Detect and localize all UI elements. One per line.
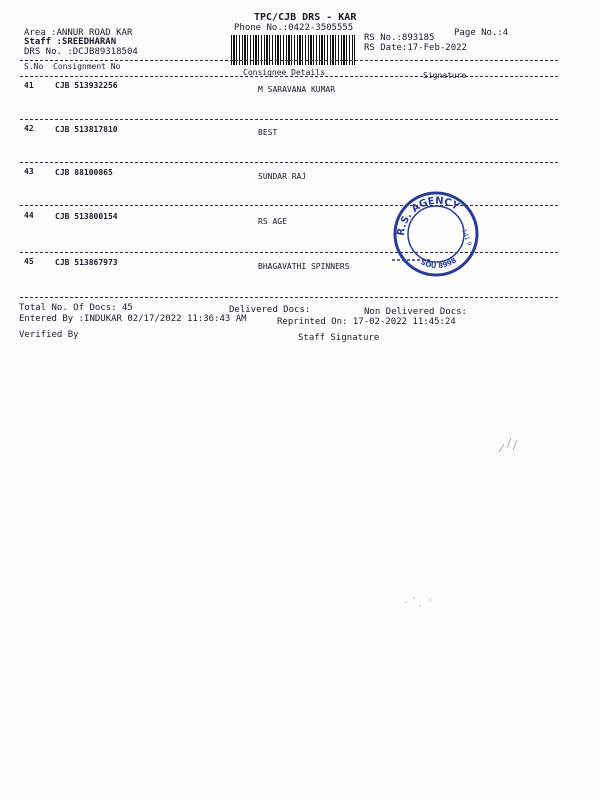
scan-noise-mark (495, 430, 525, 460)
page-number: Page No.:4 (454, 28, 509, 38)
phone-number: Phone No.:0422-3505555 (234, 23, 354, 33)
svg-text:R.S. AGENCY: R.S. AGENCY (395, 195, 461, 237)
row-sno: 43 (24, 167, 34, 176)
entered-by: Entered By :INDUKAR 02/17/2022 11:36:43 AM (19, 314, 247, 324)
row-sno: 45 (24, 257, 34, 266)
verified-by: Verified By (19, 330, 79, 340)
row-divider (20, 162, 558, 163)
non-delivered-docs: Non Delivered Docs: (364, 307, 467, 317)
row-consignee: RS AGE (258, 217, 287, 226)
row-divider (20, 119, 558, 120)
header-rule-bottom (20, 76, 558, 77)
column-header-consignee: Consignee Details (243, 68, 325, 77)
scan-noise-mark (400, 590, 440, 614)
rs-number: RS No.:893185 (364, 33, 435, 43)
row-divider (20, 297, 558, 298)
row-consignee: BEST (258, 128, 278, 137)
svg-text:141 9: 141 9 (460, 228, 473, 247)
delivered-docs: Delivered Docs: (229, 305, 311, 315)
agency-stamp (392, 190, 480, 278)
row-consignee: BHAGAVATHI SPINNERS (258, 262, 350, 271)
row-consignment: CJB 513932256 (55, 81, 118, 90)
row-consignment: CJB 513800154 (55, 212, 118, 221)
row-consignee: SUNDAR RAJ (258, 172, 307, 181)
row-consignee: M SARAVANA KUMAR (258, 85, 336, 94)
reprinted-on: Reprinted On: 17-02-2022 11:45:24 (277, 317, 456, 327)
rs-date: RS Date:17-Feb-2022 (364, 43, 467, 53)
document-title: TPC/CJB DRS - KAR (254, 12, 357, 23)
staff-signature: Staff Signature (298, 333, 380, 343)
row-sno: 42 (24, 124, 34, 133)
drs-number: DRS No. :DCJB89318504 (24, 47, 138, 57)
row-sno: 44 (24, 211, 34, 220)
header-rule-top (20, 60, 558, 61)
row-consignment: CJB 513817810 (55, 125, 118, 134)
column-header-signature: Signature (423, 71, 467, 80)
svg-text:SOU 8998: SOU 8998 (419, 256, 458, 271)
row-consignment: CJB 513867973 (55, 258, 118, 267)
row-sno: 41 (24, 81, 34, 90)
column-header-consignment: Consignment No (53, 62, 121, 71)
column-header-sno: S.No (24, 62, 44, 71)
row-consignment: CJB 88100865 (55, 168, 113, 177)
stamp-underline (392, 256, 432, 264)
staff-label: Staff :SREEDHARAN (24, 37, 117, 47)
area-label: Area :ANNUR ROAD KAR (24, 28, 133, 38)
total-docs: Total No. Of Docs: 45 (19, 303, 133, 313)
